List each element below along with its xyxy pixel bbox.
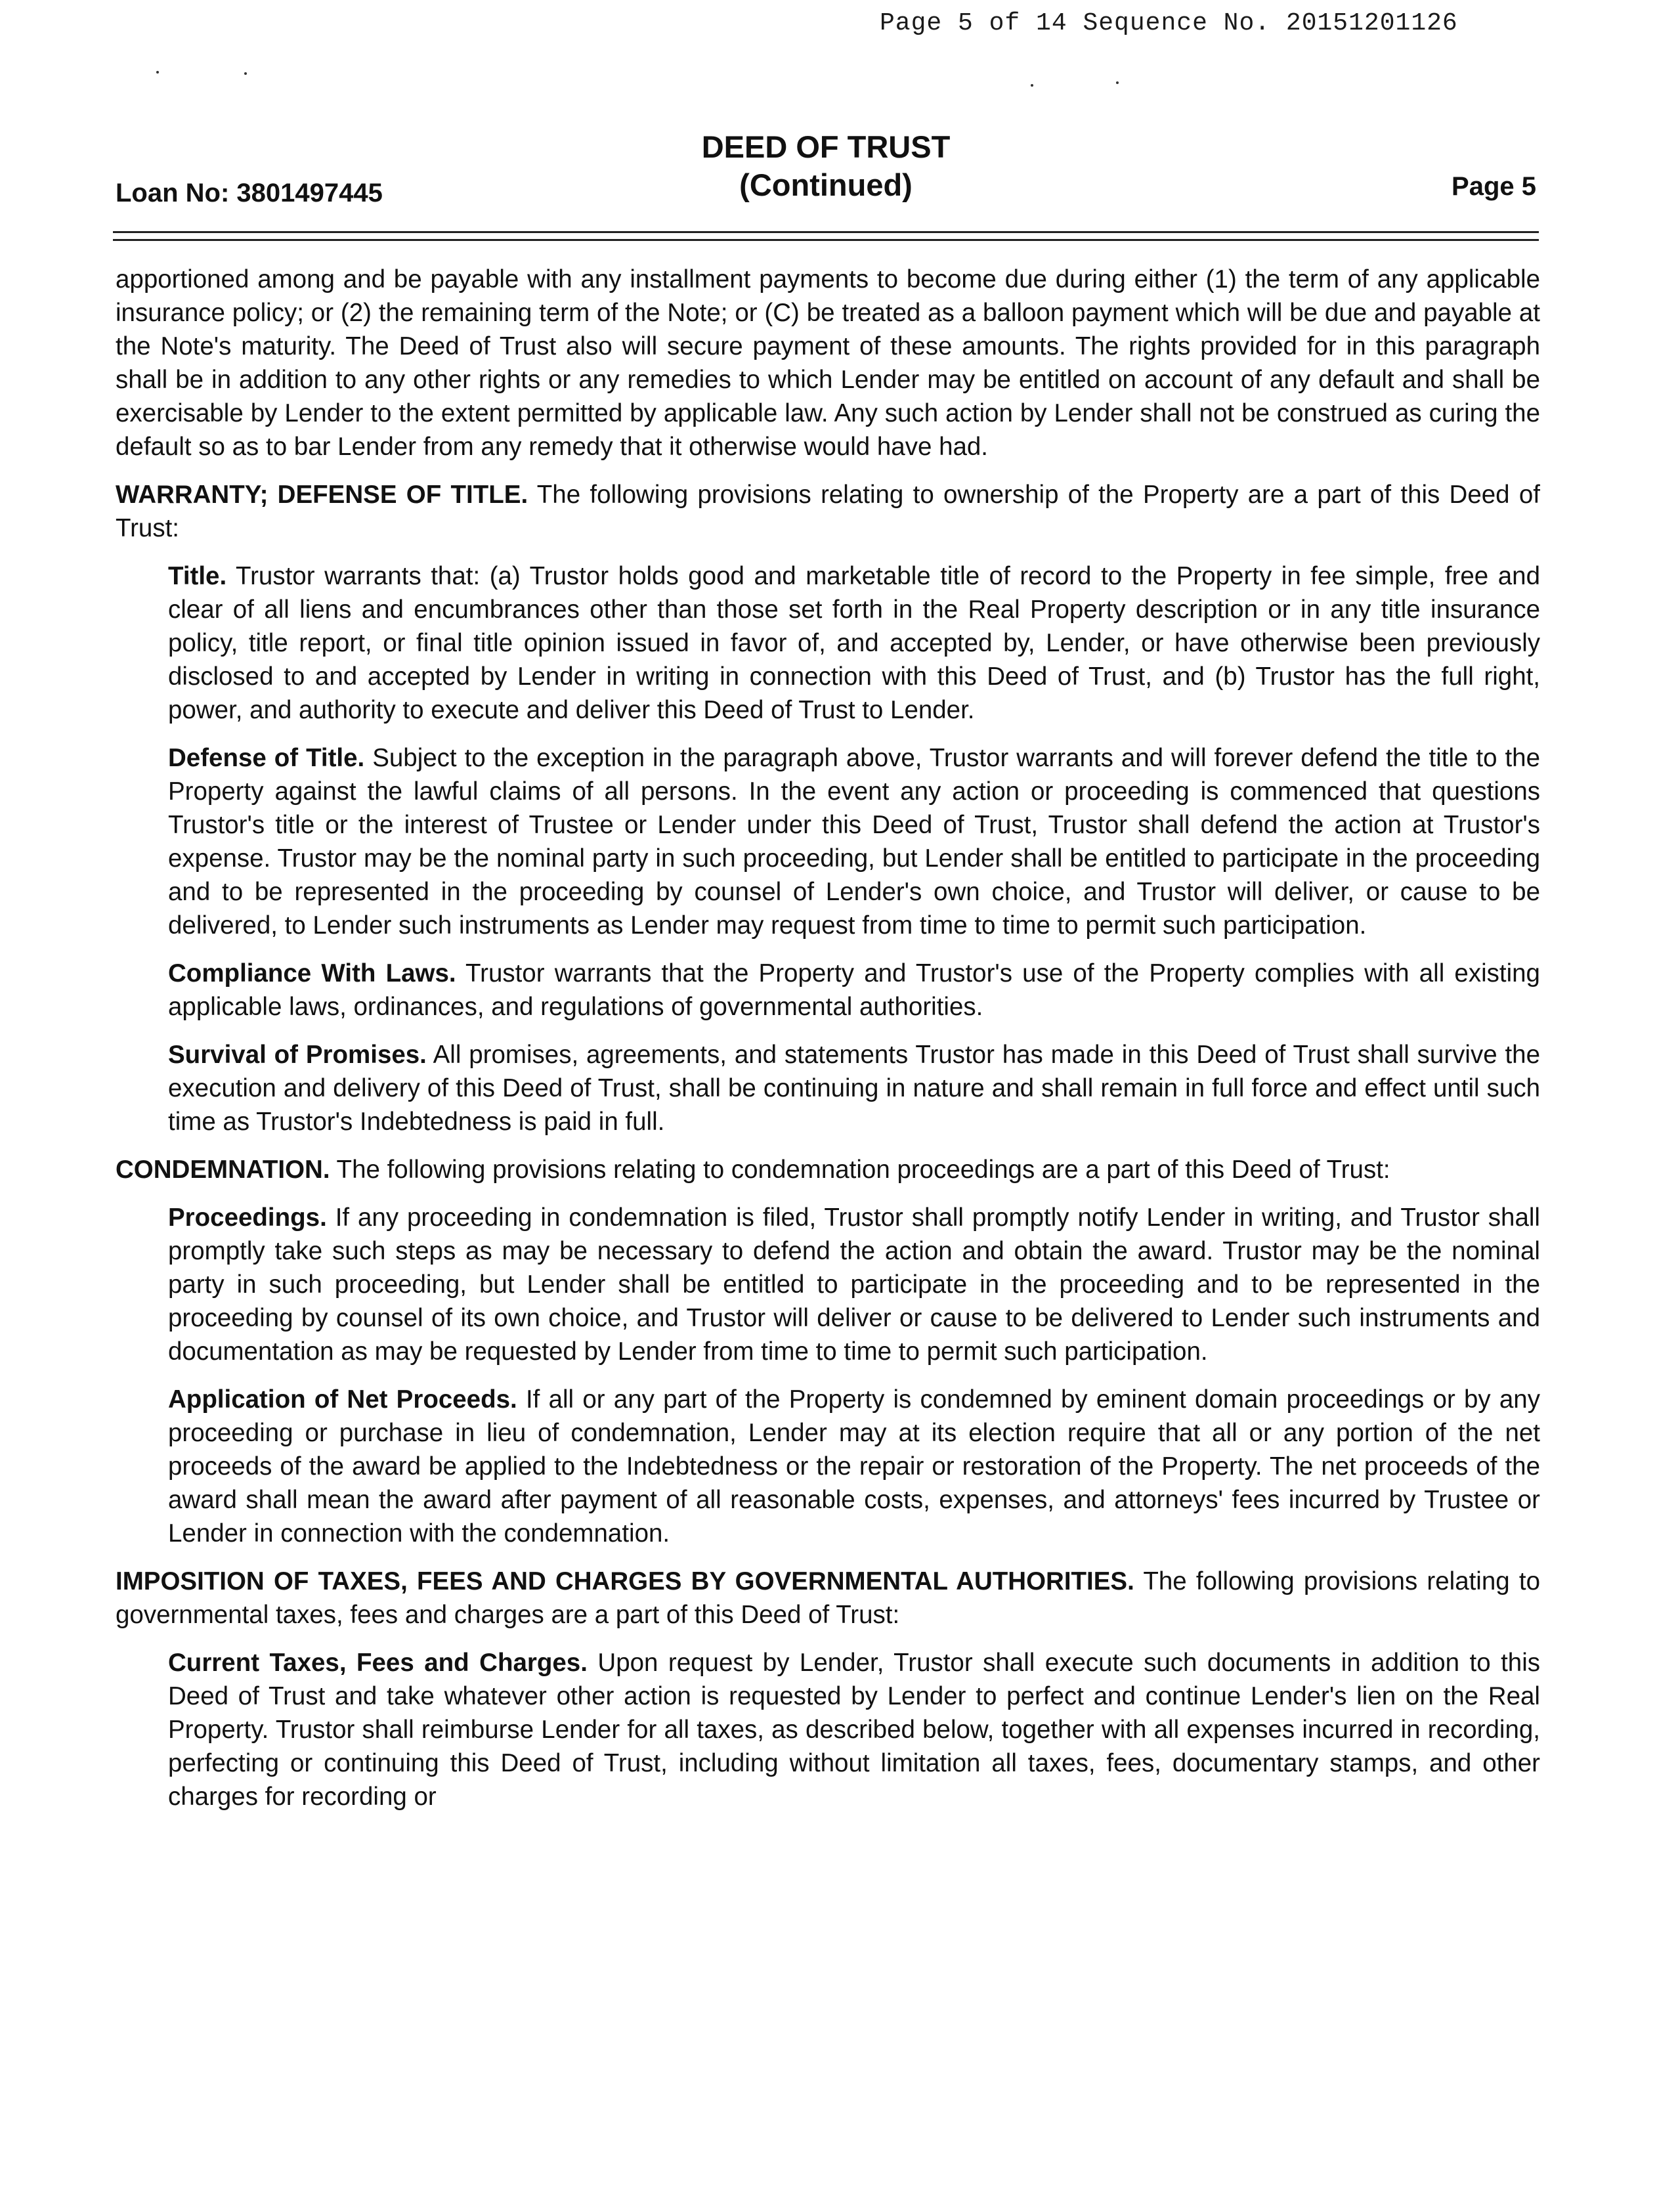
subsection-heading: Compliance With Laws. [168,959,456,987]
subsection-current-taxes-fees-charges [168,1646,1540,1813]
document-title: DEED OF TRUST [701,129,951,164]
subsection-text: If any proceeding in condemnation is filed, Trustor shall promptly notify Lender in writing, and Trustor shall promptly take such steps as may be necessary to defend the action and obtain the award. Trustor may be the nominal party in such proceeding, but Lender shall be entitled to participate in the proceeding and to be represented in the proceeding by counsel of its own choice, and Trustor will deliver or cause to be delivered to Lender such instruments and documentation as may be requested by Lender from time to time to permit such participation. [168,1204,1540,1366]
section-text: The following provisions relating to ownership of the Property are a part of this Deed of Trust: [116,481,1540,542]
document-header [116,129,1536,214]
subsection-heading: Proceedings. [168,1204,327,1232]
section-text: The following provisions relating to governmental taxes, fees and charges are a part of this Deed of Trust: [116,1567,1540,1629]
subsection-compliance-with-laws [168,957,1540,1024]
subsection-text: Trustor warrants that the Property and Trustor's use of the Property complies with all existing applicable laws, ordinances, and regulations of governmental authorities. [168,959,1540,1021]
subsection-text: All promises, agreements, and statements Trustor has made in this Deed of Trust shall survive the execution and delivery of this Deed of Trust, shall be continuing in nature and shall remain in full force and effect until such time as Trustor's Indebtedness is paid in full. [168,1041,1540,1136]
subsection-text: Trustor warrants that: (a) Trustor holds good and marketable title of record to the Property in fee simple, free and clear of all liens and encumbrances other than those set forth in the Real Property description or in any title insurance policy, title report, or final title opinion issued in favor of, and accepted by, Lender, or have otherwise been previously disclosed to and accepted by Lender in writing in connection with this Deed of Trust, and (b) Trustor has the full right, power, and authority to execute and deliver this Deed of Trust to Lender. [168,562,1540,724]
document-body [116,263,1540,1828]
subsection-heading: Title. [168,562,227,590]
scan-speck [244,72,247,75]
section-imposition-of-taxes [116,1565,1540,1632]
paragraph-text: apportioned among and be payable with any installment payments to become due during either (1) the term of any applicable insurance policy; or (2) the remaining term of the Note; or (C) be treated as a balloon payment which will be due and payable at the Note's maturity. The Deed of Trust also will secure payment of these amounts. The rights provided for in this paragraph shall be in addition to any other rights or any remedies to which Lender may be entitled on account of any default and shall be exercisable by Lender to the extent permitted by applicable law. Any such action by Lender shall not be construed as curing the default so as to bar Lender from any remedy that it otherwise would have had. [116,265,1540,461]
subsection-text: Subject to the exception in the paragraph above, Trustor warrants and will forever defend the title to the Property against the lawful claims of all persons. In the event any action or proceeding is commenced that questions Trustor's title or the interest of Trustee or Lender under this Deed of Trust, Trustor shall defend the action at Trustor's expense. Trustor may be the nominal party in such proceeding, but Lender shall be entitled to participate in the proceeding and to be represented in the proceeding by counsel of Lender's own choice, and Trustor will deliver, or cause to be delivered, to Lender such instruments as Lender may request from time to time to permit such participation. [168,744,1541,940]
sequence-number-line: Page 5 of 14 Sequence No. 20151201126 [880,9,1458,37]
subsection-defense-of-title [168,741,1540,942]
subsection-text: Upon request by Lender, Trustor shall execute such documents in addition to this Deed of Trust and take whatever other action is requested by Lender to perfect and continue Lender's lien on the Real Property. Trustor shall reimburse Lender for all taxes, as described below, together with all expenses incurred in recording, perfecting or continuing this Deed of Trust, including without limitation all taxes, fees, documentary stamps, and other charges for recording or [168,1649,1540,1811]
section-condemnation [116,1153,1540,1186]
subsection-heading: Defense of Title. [168,744,365,772]
section-heading: IMPOSITION OF TAXES, FEES AND CHARGES BY GOVERNMENTAL AUTHORITIES. [116,1567,1134,1595]
subsection-heading: Application of Net Proceeds. [168,1385,517,1414]
subsection-survival-of-promises [168,1038,1540,1139]
loan-number: Loan No: 3801497445 [116,179,383,207]
scan-speck [156,71,159,74]
scan-speck [1116,81,1119,84]
subsection-heading: Survival of Promises. [168,1041,427,1069]
subsection-proceedings [168,1201,1540,1368]
header-rule-bottom [113,239,1539,241]
subsection-title [168,559,1540,727]
subsection-application-of-net-proceeds [168,1383,1540,1550]
subsection-heading: Current Taxes, Fees and Charges. [168,1649,588,1677]
section-heading: CONDEMNATION. [116,1156,330,1184]
document-subtitle: (Continued) [739,167,913,202]
section-heading: WARRANTY; DEFENSE OF TITLE. [116,481,528,509]
paragraph-continuation [116,263,1540,464]
section-text: The following provisions relating to condemnation proceedings are a part of this Deed of Trust: [336,1156,1390,1184]
page-label: Page 5 [1452,172,1536,201]
scan-speck [1031,84,1033,87]
header-rule-top [113,231,1539,233]
section-warranty-defense-of-title [116,478,1540,545]
subsection-text: If all or any part of the Property is condemned by eminent domain proceedings or by any proceeding or purchase in lieu of condemnation, Lender may at its election require that all or any portion of the net proceeds of the award be applied to the Indebtedness or the repair or restoration of the Property. The net proceeds of the award shall mean the award after payment of all reasonable costs, expenses, and attorneys' fees incurred by Trustee or Lender in connection with the condemnation. [168,1385,1540,1548]
